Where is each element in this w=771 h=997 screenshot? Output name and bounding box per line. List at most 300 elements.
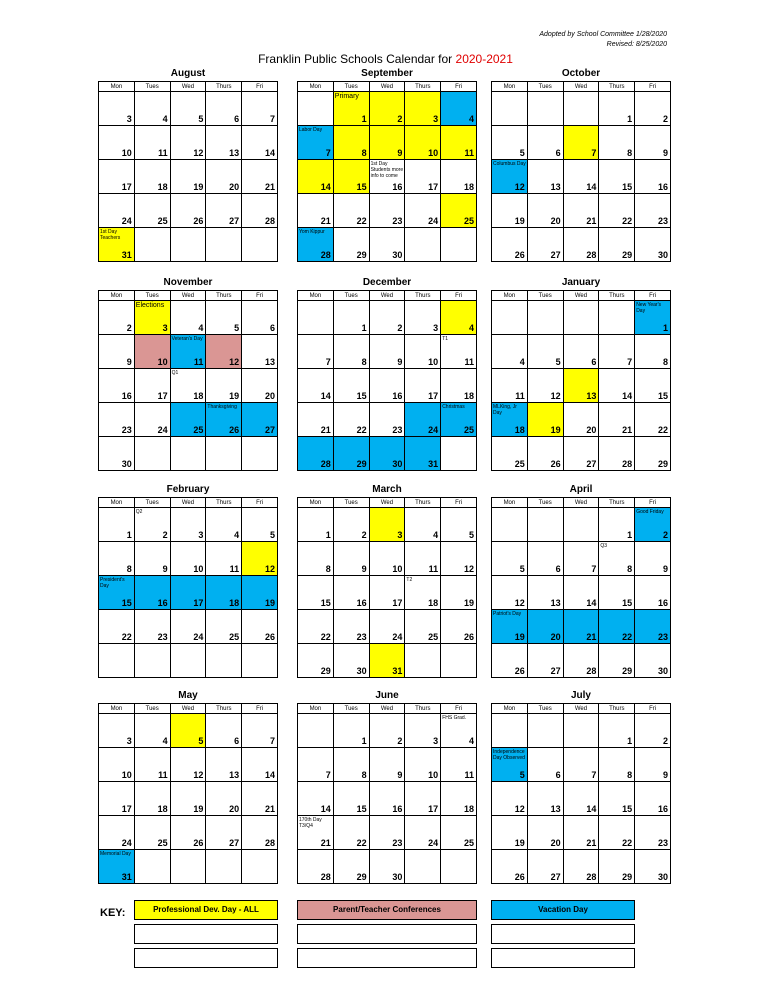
day-number: 18 [463, 804, 474, 814]
day-number: 8 [325, 564, 331, 574]
day-cell [298, 228, 334, 262]
day-cell [405, 92, 441, 126]
day-cell [298, 335, 334, 369]
day-cell [333, 403, 369, 437]
day-cell [333, 228, 369, 262]
day-cell [369, 508, 405, 542]
day-cell [635, 782, 671, 816]
day-cell [242, 160, 278, 194]
day-cell [563, 748, 599, 782]
day-number: 12 [550, 391, 561, 401]
day-cell [170, 160, 206, 194]
day-cell [635, 542, 671, 576]
day-cell [635, 335, 671, 369]
day-cell [242, 335, 278, 369]
day-number: 9 [397, 148, 403, 158]
day-number: 24 [428, 425, 439, 435]
day-number: 15 [320, 598, 331, 608]
day-number: 22 [356, 425, 367, 435]
day-number: 18 [463, 391, 474, 401]
day-number: 11 [158, 770, 168, 780]
day-cell [527, 403, 563, 437]
day-cell [563, 782, 599, 816]
day-cell [599, 160, 635, 194]
day-cell [405, 228, 441, 262]
day-cell [170, 301, 206, 335]
weekday-header: Thurs [405, 704, 441, 714]
day-cell [99, 576, 135, 610]
day-cell [599, 403, 635, 437]
day-number: 10 [428, 357, 439, 367]
page-title [0, 52, 771, 66]
week-row [492, 194, 671, 228]
day-number: 27 [586, 459, 597, 469]
weekday-header: Mon [492, 704, 528, 714]
day-number: 15 [356, 182, 367, 192]
day-number: 25 [157, 838, 168, 848]
day-cell [405, 126, 441, 160]
day-number: 20 [550, 632, 561, 642]
day-cell [492, 782, 528, 816]
day-cell [563, 228, 599, 262]
day-note: Christmas [442, 404, 465, 410]
day-cell [405, 714, 441, 748]
day-cell [242, 126, 278, 160]
day-number: 4 [519, 357, 525, 367]
day-cell [527, 437, 563, 471]
day-cell [369, 644, 405, 678]
week-row [492, 714, 671, 748]
day-number: 13 [550, 804, 561, 814]
day-cell [563, 369, 599, 403]
day-cell [563, 850, 599, 884]
day-cell [298, 816, 334, 850]
day-number: 2 [662, 736, 668, 746]
day-cell [563, 644, 599, 678]
day-number: 9 [126, 357, 132, 367]
weekday-header: Fri [242, 704, 278, 714]
day-number: 20 [586, 425, 597, 435]
day-number: 17 [428, 804, 439, 814]
day-number: 3 [397, 530, 403, 540]
day-cell [635, 228, 671, 262]
day-number: 8 [361, 148, 367, 158]
day-number: 30 [392, 250, 403, 260]
week-row [298, 542, 477, 576]
day-cell [369, 714, 405, 748]
day-number: 7 [269, 736, 275, 746]
week-row [298, 714, 477, 748]
day-number: 30 [657, 666, 668, 676]
day-number: 23 [392, 216, 403, 226]
day-number: 15 [657, 391, 668, 401]
day-cell [134, 816, 170, 850]
day-number: 27 [550, 250, 561, 260]
day-number: 7 [325, 770, 331, 780]
day-cell [369, 403, 405, 437]
day-cell [441, 644, 477, 678]
day-cell [206, 816, 242, 850]
day-cell [206, 126, 242, 160]
day-cell [99, 369, 135, 403]
day-cell [599, 542, 635, 576]
day-number: 3 [162, 323, 168, 333]
day-cell [635, 437, 671, 471]
day-number: 4 [468, 114, 474, 124]
day-cell [99, 610, 135, 644]
day-cell [99, 644, 135, 678]
day-cell [206, 335, 242, 369]
day-number: 14 [320, 391, 331, 401]
month-march [297, 483, 477, 678]
day-cell [405, 850, 441, 884]
day-number: 22 [356, 838, 367, 848]
week-row [99, 850, 278, 884]
day-number: 21 [622, 425, 633, 435]
day-cell [369, 748, 405, 782]
day-number: 8 [627, 770, 633, 780]
day-number: 2 [361, 530, 367, 540]
title-prefix: Franklin Public Schools Calendar for [258, 52, 456, 66]
day-cell [134, 369, 170, 403]
weekday-header: Fri [635, 498, 671, 508]
day-number: 31 [428, 459, 439, 469]
month-table [491, 703, 671, 884]
weekday-header: Mon [298, 498, 334, 508]
day-cell [599, 714, 635, 748]
day-number: 17 [193, 598, 204, 608]
day-cell [206, 850, 242, 884]
week-row [492, 610, 671, 644]
day-number: 22 [622, 838, 633, 848]
day-cell [405, 782, 441, 816]
day-cell [405, 542, 441, 576]
day-number: 26 [514, 666, 525, 676]
day-number: 22 [356, 216, 367, 226]
day-cell [492, 610, 528, 644]
day-number: 7 [591, 770, 597, 780]
weekday-header: Thurs [599, 498, 635, 508]
day-cell [441, 126, 477, 160]
day-number: 10 [193, 564, 204, 574]
day-number: 16 [657, 182, 668, 192]
day-cell [99, 92, 135, 126]
day-number: 7 [591, 148, 597, 158]
day-cell [441, 403, 477, 437]
weekday-header: Wed [563, 704, 599, 714]
week-row [298, 508, 477, 542]
day-cell [492, 816, 528, 850]
day-cell [563, 403, 599, 437]
day-number: 23 [392, 425, 403, 435]
day-cell [599, 126, 635, 160]
week-row [298, 335, 477, 369]
month-table [491, 290, 671, 471]
month-may [98, 689, 278, 884]
day-cell [369, 194, 405, 228]
day-number: 30 [657, 872, 668, 882]
day-cell [492, 301, 528, 335]
day-cell [242, 816, 278, 850]
day-cell [441, 228, 477, 262]
day-number: 5 [269, 530, 275, 540]
day-cell [369, 369, 405, 403]
day-number: 4 [198, 323, 204, 333]
day-number: 21 [264, 182, 275, 192]
day-cell [599, 92, 635, 126]
day-number: 15 [622, 804, 633, 814]
day-cell [635, 576, 671, 610]
day-number: 29 [622, 872, 633, 882]
day-number: 5 [234, 323, 240, 333]
weekday-header: Mon [298, 704, 334, 714]
week-row [298, 644, 477, 678]
day-number: 19 [463, 598, 474, 608]
week-row [298, 301, 477, 335]
day-cell [134, 301, 170, 335]
week-row [492, 335, 671, 369]
month-table [491, 81, 671, 262]
day-number: 16 [657, 598, 668, 608]
day-cell [635, 160, 671, 194]
day-number: 1 [627, 114, 633, 124]
day-number: 27 [264, 425, 275, 435]
day-number: 29 [356, 872, 367, 882]
day-number: 18 [193, 391, 204, 401]
day-number: 6 [234, 736, 240, 746]
week-row [99, 644, 278, 678]
day-number: 29 [657, 459, 668, 469]
month-name: August [170, 68, 206, 79]
day-number: 14 [586, 182, 597, 192]
day-number: 27 [229, 216, 240, 226]
day-cell [441, 160, 477, 194]
day-number: 25 [463, 838, 474, 848]
weekday-header: Mon [99, 704, 135, 714]
day-cell [242, 92, 278, 126]
title-year: 2020-2021 [455, 52, 513, 66]
key-professional-dev: Professional Dev. Day - ALL [134, 900, 278, 920]
day-cell [492, 850, 528, 884]
day-cell [492, 644, 528, 678]
day-number: 20 [229, 804, 240, 814]
day-number: 26 [550, 459, 561, 469]
day-cell [99, 403, 135, 437]
day-number: 6 [269, 323, 275, 333]
day-number: 14 [264, 148, 275, 158]
day-number: 1 [325, 530, 331, 540]
day-cell [242, 714, 278, 748]
day-number: 7 [627, 357, 633, 367]
month-name: May [178, 690, 198, 701]
day-cell [333, 816, 369, 850]
day-cell [333, 301, 369, 335]
weekday-header: Mon [99, 82, 135, 92]
day-note: Q1 [171, 370, 179, 376]
day-cell [527, 816, 563, 850]
day-number: 28 [320, 872, 331, 882]
week-row [492, 92, 671, 126]
day-number: 30 [121, 459, 132, 469]
week-row [99, 508, 278, 542]
day-cell [134, 850, 170, 884]
day-number: 30 [392, 872, 403, 882]
day-number: 2 [397, 736, 403, 746]
day-number: 1 [361, 736, 367, 746]
week-row [492, 228, 671, 262]
weekday-header: Mon [492, 498, 528, 508]
day-cell [99, 508, 135, 542]
day-cell [599, 335, 635, 369]
day-number: 12 [264, 564, 275, 574]
day-cell [242, 369, 278, 403]
weekday-header: Wed [170, 498, 206, 508]
day-cell [170, 126, 206, 160]
day-note: MLKing, Jr Day [493, 404, 517, 416]
day-number: 28 [586, 872, 597, 882]
day-cell [527, 369, 563, 403]
week-row [99, 782, 278, 816]
day-cell [405, 369, 441, 403]
day-number: 18 [157, 804, 168, 814]
day-cell [206, 508, 242, 542]
day-number: 25 [229, 632, 240, 642]
day-number: 26 [463, 632, 474, 642]
day-cell [170, 335, 206, 369]
day-number: 17 [428, 182, 439, 192]
day-cell [206, 714, 242, 748]
day-number: 18 [229, 598, 240, 608]
day-cell [441, 335, 477, 369]
weekday-header: Thurs [599, 704, 635, 714]
week-row [99, 816, 278, 850]
day-cell [599, 228, 635, 262]
day-note: Primary [334, 93, 359, 100]
day-number: 26 [264, 632, 275, 642]
weekday-header: Fri [441, 82, 477, 92]
day-cell [206, 92, 242, 126]
revised-line: Revised: 8/25/2020 [606, 41, 667, 48]
day-number: 24 [193, 632, 204, 642]
day-note: Labor Day [299, 127, 323, 133]
weekday-header: Fri [242, 291, 278, 301]
day-number: 14 [622, 391, 633, 401]
day-cell [242, 542, 278, 576]
day-cell [405, 748, 441, 782]
day-number: 12 [463, 564, 474, 574]
weekday-header: Thurs [206, 291, 242, 301]
day-number: 21 [264, 804, 275, 814]
day-note: FHS Grad. [442, 715, 467, 721]
day-number: 12 [514, 598, 525, 608]
week-row [99, 576, 278, 610]
day-cell [599, 437, 635, 471]
day-cell [369, 301, 405, 335]
day-cell [333, 576, 369, 610]
weekday-header: Fri [635, 704, 671, 714]
week-row [298, 437, 477, 471]
day-note: New Year's Day [636, 302, 662, 314]
day-cell [298, 92, 334, 126]
month-december [297, 276, 477, 471]
day-cell [492, 403, 528, 437]
day-number: 19 [193, 804, 204, 814]
day-cell [99, 714, 135, 748]
week-row [298, 782, 477, 816]
day-number: 8 [126, 564, 132, 574]
day-cell [369, 782, 405, 816]
day-number: 7 [325, 357, 331, 367]
day-cell [441, 301, 477, 335]
adopted-note [539, 30, 667, 50]
day-number: 17 [157, 391, 168, 401]
weekday-header: Thurs [206, 82, 242, 92]
day-cell [527, 126, 563, 160]
day-number: 31 [121, 250, 132, 260]
month-october [491, 67, 671, 262]
day-cell [99, 850, 135, 884]
day-number: 16 [121, 391, 132, 401]
day-number: 29 [320, 666, 331, 676]
day-number: 30 [392, 459, 403, 469]
day-cell [492, 748, 528, 782]
day-cell [441, 748, 477, 782]
day-cell [298, 126, 334, 160]
day-number: 13 [586, 391, 597, 401]
week-row [298, 160, 477, 194]
day-cell [134, 228, 170, 262]
day-number: 5 [198, 736, 204, 746]
day-cell [635, 748, 671, 782]
day-cell [527, 610, 563, 644]
day-cell [170, 850, 206, 884]
month-name: February [166, 484, 210, 495]
day-number: 9 [662, 770, 668, 780]
day-number: 5 [519, 770, 525, 780]
weekday-header: Tues [134, 82, 170, 92]
day-number: 17 [392, 598, 403, 608]
day-number: 25 [157, 216, 168, 226]
day-number: 1 [627, 736, 633, 746]
day-number: 7 [269, 114, 275, 124]
day-number: 27 [229, 838, 240, 848]
day-cell [333, 194, 369, 228]
month-september [297, 67, 477, 262]
day-cell [492, 228, 528, 262]
day-number: 17 [121, 804, 132, 814]
key-parent-teacher-conferences: Parent/Teacher Conferences [297, 900, 477, 920]
day-cell [441, 714, 477, 748]
day-cell [134, 644, 170, 678]
day-cell [298, 437, 334, 471]
day-cell [635, 194, 671, 228]
day-number: 5 [519, 564, 525, 574]
weekday-header: Thurs [599, 291, 635, 301]
day-number: 9 [662, 148, 668, 158]
weekday-header: Wed [170, 291, 206, 301]
week-row [99, 437, 278, 471]
day-cell [492, 335, 528, 369]
day-cell [527, 576, 563, 610]
day-cell [441, 576, 477, 610]
day-number: 2 [397, 114, 403, 124]
month-table [98, 81, 278, 262]
day-number: 6 [555, 564, 561, 574]
day-cell [170, 714, 206, 748]
day-number: 23 [657, 216, 668, 226]
day-number: 18 [157, 182, 168, 192]
day-cell [405, 160, 441, 194]
